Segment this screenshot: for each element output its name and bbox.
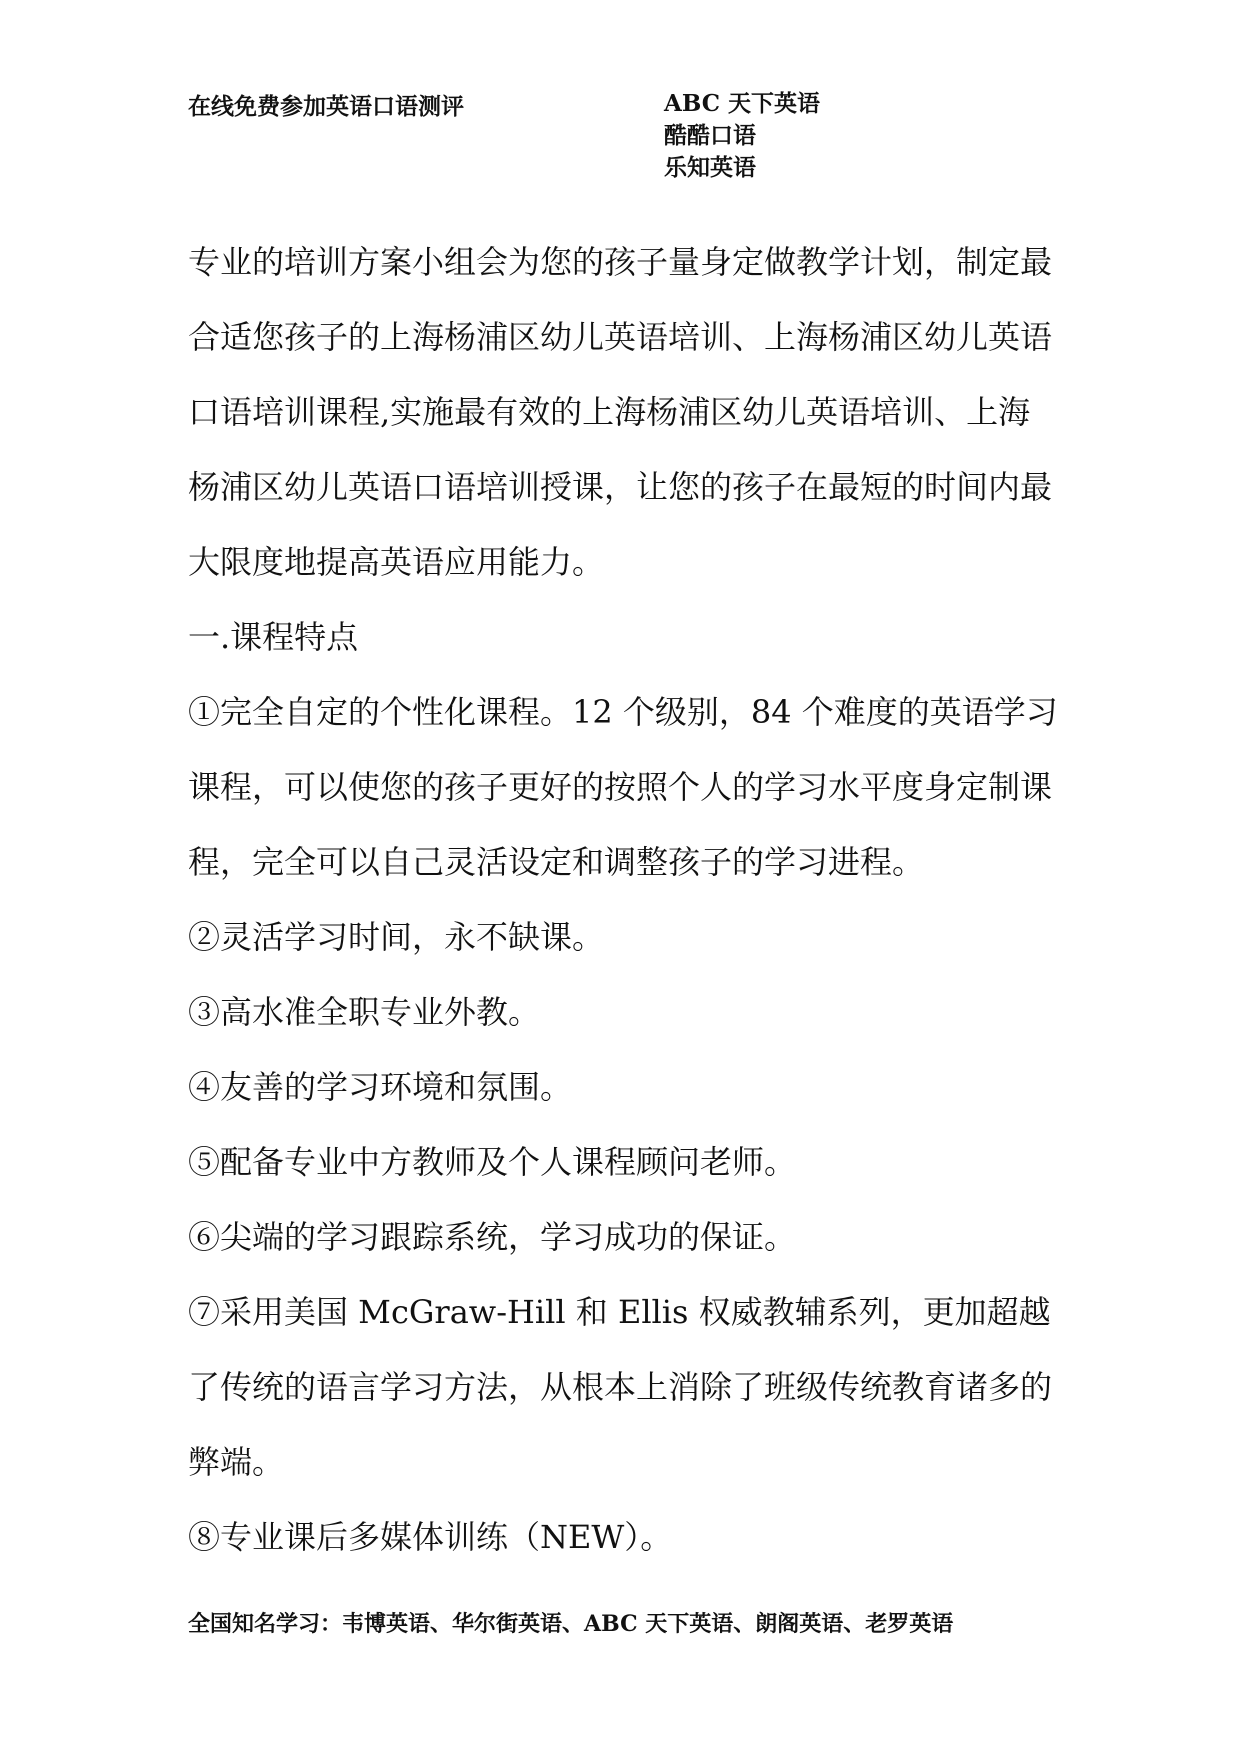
section-title: 一.课程特点 [188,618,359,656]
header-link-lezhi[interactable]: 乐知英语 [664,154,756,181]
free-assessment-heading: 在线免费参加英语口语测评 [188,93,464,120]
feature-item-4: ④友善的学习环境和氛围。 [188,1068,573,1106]
header-links [664,88,820,184]
feature-item-1: ①完全自定的个性化课程。12 个级别，84 个难度的英语学习课程，可以使您的孩子更好的按照个人的学习水平度身定制课程，完全可以自己灵活设定和调整孩子的学习进程。 [188,693,1058,881]
feature-item-6: ⑥尖端的学习跟踪系统，学习成功的保证。 [188,1218,797,1256]
intro-paragraph: 专业的培训方案小组会为您的孩子量身定做教学计划，制定最合适您孩子的上海杨浦区幼儿英语培训、上海杨浦区幼儿英语口语培训课程,实施最有效的上海杨浦区幼儿英语培训、上海杨浦区幼儿英语口语培训授课，让您的孩子在最短的时间内最大限度地提高英语应用能力。 [188,243,1053,581]
feature-item-7: ⑦采用美国 McGraw-Hill 和 Ellis 权威教辅系列，更加超越了传统的语言学习方法，从根本上消除了班级传统教育诸多的弊端。 [188,1293,1053,1481]
header-link-kuku[interactable]: 酷酷口语 [664,122,756,149]
page-footer: 全国知名学习：韦博英语、华尔街英语、ABC 天下英语、朗阁英语、老罗英语 [188,1611,954,1637]
feature-item-3: ③高水准全职专业外教。 [188,993,541,1031]
header-link-abc[interactable]: ABC 天下英语 [664,90,821,117]
feature-item-5: ⑤配备专业中方教师及个人课程顾问老师。 [188,1143,797,1181]
feature-item-2: ②灵活学习时间，永不缺课。 [188,918,605,956]
document-body [188,225,1058,1575]
feature-item-8: ⑧专业课后多媒体训练（NEW）。 [188,1518,673,1556]
